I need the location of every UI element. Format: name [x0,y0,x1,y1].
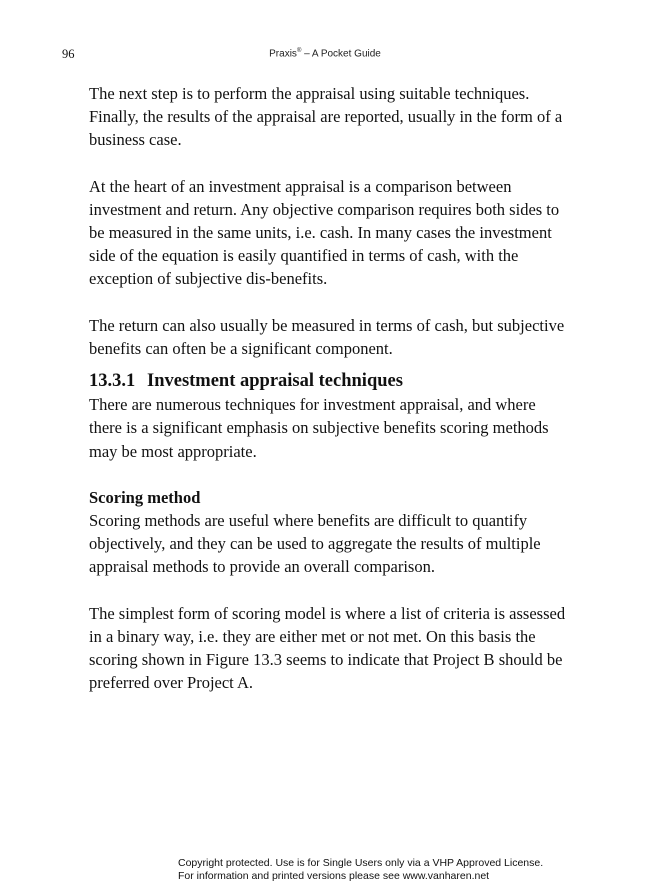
paragraph-return-cash: The return can also usually be measured in terms of cash, but subjective benefits can often be a significant component. [89,315,565,358]
footer-line-info: For information and printed versions please see www.vanharen.net [178,870,490,882]
paragraph-scoring-methods: Scoring methods are useful where benefits are difficult to quantify objectively, and they can be used to aggregate the results of multiple appraisal methods to provide an overall comparison. [89,511,541,577]
page-number: 96 [62,47,75,61]
header-title: Praxis [269,48,297,60]
header-subtitle: – A Pocket Guide [301,48,381,60]
section-number: 13.3.1 [89,371,136,392]
subheading-scoring-method: Scoring method [89,487,201,507]
paragraph-investment-return: At the heart of an investment appraisal is a comparison between investment and return. Any objective comparison requires both sides to be measured in the same units, i.e. cash. In many cases the investment side of the equation is easily quantified in terms of cash, with the exception of subjective dis-benefits. [89,176,560,289]
paragraph-appraisal-steps: The next step is to perform the appraisal using suitable techniques. Finally, the results of the appraisal are reported, usually in the form of a business case. [89,84,563,150]
running-header [0,48,650,59]
copyright-footer [178,857,543,883]
section-title: Investment appraisal techniques [147,371,403,392]
paragraph-techniques: There are numerous techniques for investment appraisal, and where there is a significant emphasis on subjective benefits scoring methods may be most appropriate. [89,395,549,461]
section-heading [89,370,569,393]
paragraph-simplest-scoring: The simplest form of scoring model is where a list of criteria is assessed in a binary way, i.e. they are either met or not met. On this basis the scoring shown in Figure 13.3 seems to indicate that Project B should be preferred over Project A. [89,603,566,693]
page-body [89,82,569,694]
registered-mark: ® [296,48,302,54]
footer-line-license: Copyright protected. Use is for Single Users only via a VHP Approved License. [178,857,544,869]
